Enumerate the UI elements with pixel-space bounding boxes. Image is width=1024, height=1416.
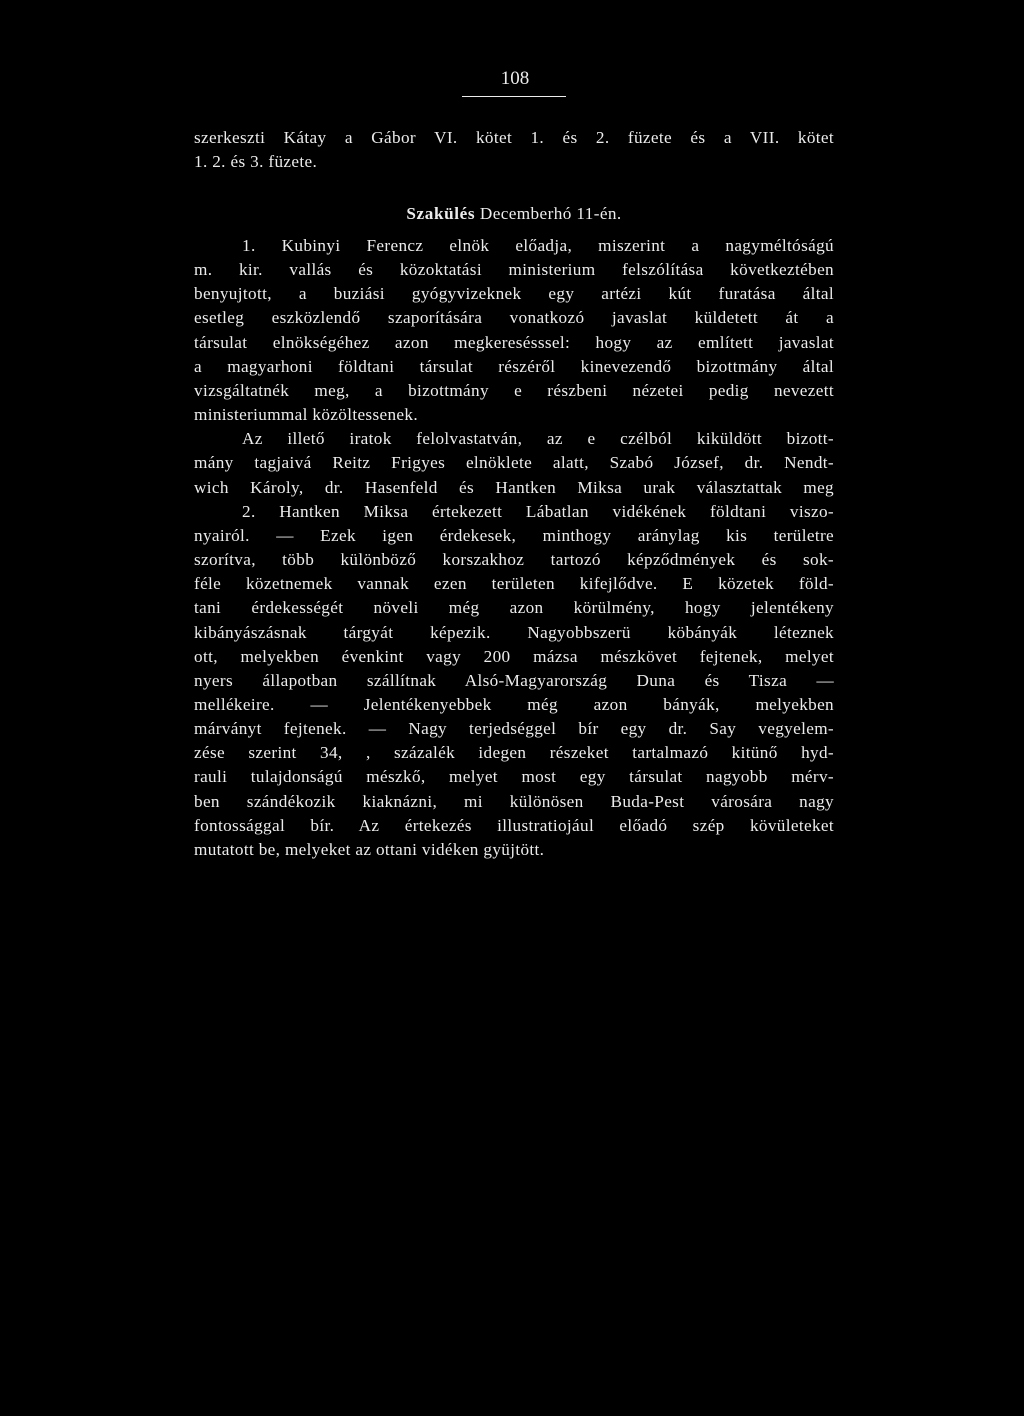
main-body bbox=[194, 234, 834, 862]
page-number: 108 bbox=[500, 68, 530, 89]
text-line: márványt fejtenek. — Nagy terjedséggel bír egy dr. Say vegyelem- bbox=[194, 719, 834, 739]
text-line: mellékeire. — Jelentékenyebbek még azon bányák, melyekben bbox=[194, 694, 834, 714]
text-line: esetleg eszközlendő szaporítására vonatkozó javaslat küldetett át a bbox=[194, 308, 834, 328]
text-line: kibányászásnak tárgyát képezik. Nagyobbszerü köbányák léteznek bbox=[194, 622, 834, 642]
text-line: nyairól. — Ezek igen érdekesek, minthogy aránylag kis területre bbox=[194, 525, 834, 545]
text-line: 1. 2. és 3. füzete. bbox=[194, 152, 318, 172]
text-line: ministeriummal közöltessenek. bbox=[194, 405, 418, 425]
text-line: szerkeszti Kátay a Gábor VI. kötet 1. és 2. füzete és a VII. kötet bbox=[194, 128, 834, 147]
session-label: Szakülés bbox=[406, 204, 476, 223]
text-line: tani érdekességét növeli még azon körülmény, hogy jelentékeny bbox=[194, 598, 834, 618]
text-line: benyujtott, a buziási gyógyvizeknek egy artézi kút furatása által bbox=[194, 284, 834, 304]
intro-paragraph bbox=[194, 126, 834, 174]
text-line: mutatott be, melyeket az ottani vidéken gyüjtött. bbox=[194, 839, 545, 859]
text-line: 1. Kubinyi Ferencz elnök előadja, miszerint a nagyméltóságú bbox=[242, 236, 834, 255]
text-line: a magyarhoni földtani társulat részéről kinevezendő bizottmány által bbox=[194, 356, 834, 376]
session-date: Decemberhó 11-én. bbox=[479, 204, 622, 223]
text-line: mány tagjaivá Reitz Frigyes elnöklete alatt, Szabó József, dr. Nendt- bbox=[194, 453, 834, 473]
text-line: vizsgáltatnék meg, a bizottmány e részbeni nézetei pedig nevezett bbox=[194, 380, 834, 400]
text-line: társulat elnökségéhez azon megkeresésssel: hogy az említett javaslat bbox=[194, 332, 834, 352]
text-line: ott, melyekben évenkint vagy 200 mázsa mészkövet fejtenek, melyet bbox=[194, 646, 834, 666]
text-line: zése szerint 34, , százalék idegen részeket tartalmazó kitünő hyd- bbox=[194, 743, 834, 763]
text-line: szorítva, több különböző korszakhoz tartozó képződmények és sok- bbox=[194, 550, 834, 570]
text-line: ben szándékozik kiaknázni, mi különösen Buda-Pest városára nagy bbox=[194, 791, 834, 811]
session-heading bbox=[194, 202, 834, 226]
page-number-rule bbox=[462, 96, 566, 97]
text-line: rauli tulajdonságú mészkő, melyet most egy társulat nagyobb mérv- bbox=[194, 767, 834, 787]
text-line: nyers állapotban szállítnak Alsó-Magyarország Duna és Tisza — bbox=[194, 670, 834, 690]
text-line: fontossággal bír. Az értekezés illustratiojául előadó szép kövületeket bbox=[194, 815, 834, 835]
text-line: féle közetnemek vannak ezen területen kifejlődve. E közetek föld- bbox=[194, 574, 834, 594]
text-line: 2. Hantken Miksa értekezett Lábatlan vidékének földtani viszo- bbox=[242, 501, 834, 521]
text-line: wich Károly, dr. Hasenfeld és Hantken Miksa urak választattak meg bbox=[194, 477, 834, 497]
text-line: Az illető iratok felolvastatván, az e czélból kiküldött bizott- bbox=[242, 429, 834, 449]
text-line: m. kir. vallás és közoktatási ministerium felszólítása következtében bbox=[194, 260, 834, 280]
